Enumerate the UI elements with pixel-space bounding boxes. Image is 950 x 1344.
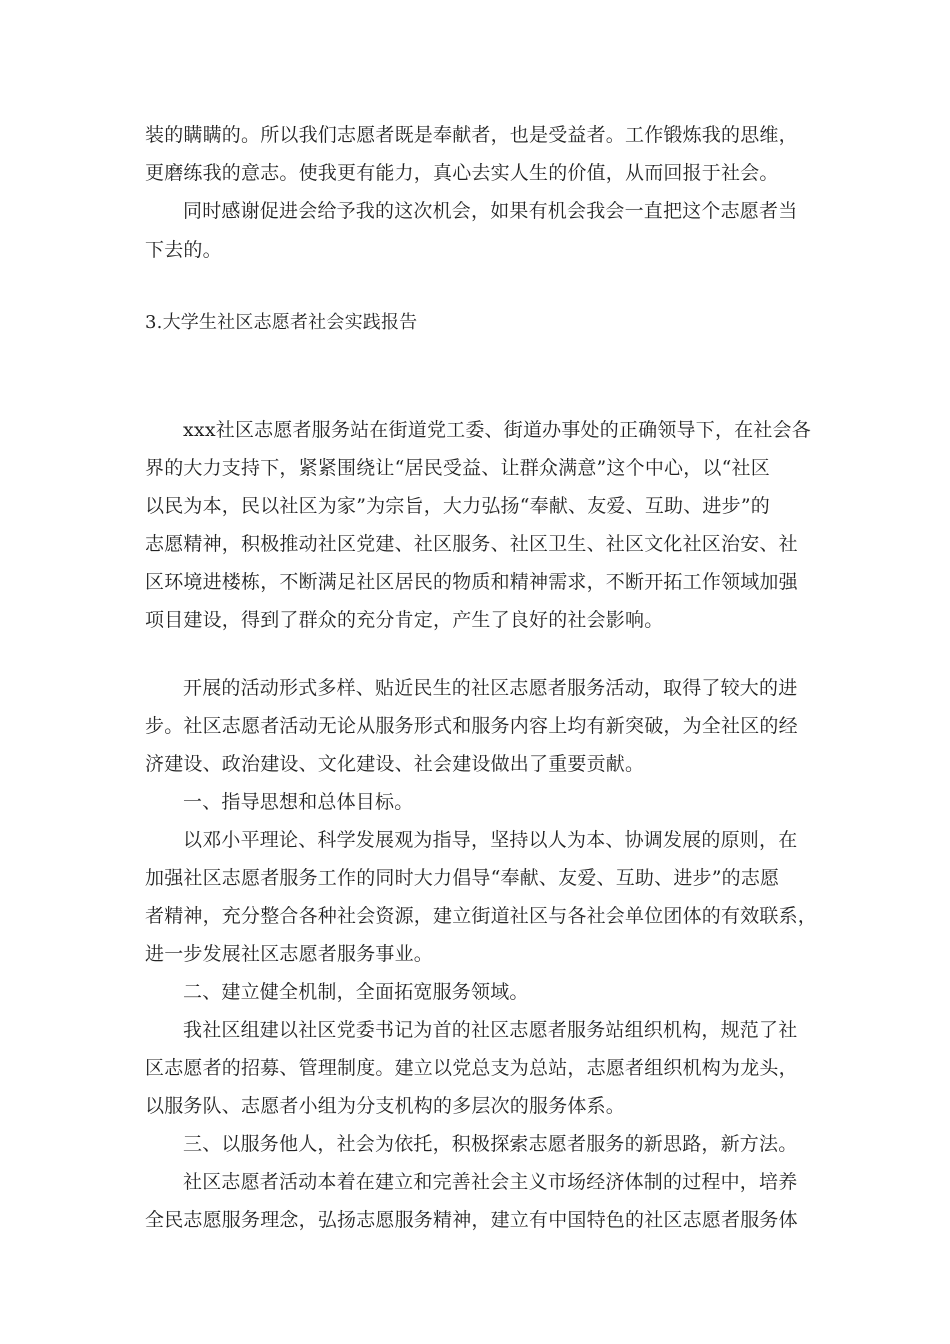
subheading: 二、建立健全机制，全面拓宽服务领域。	[183, 981, 529, 1003]
text-line: 装的瞒瞒的。所以我们志愿者既是奉献者，也是受益者。工作锻炼我的思维，	[145, 124, 798, 146]
text-line: 我社区组建以社区党委书记为首的社区志愿者服务站组织机构，规范了社	[183, 1019, 798, 1041]
text-line: 进一步发展社区志愿者服务事业。	[145, 943, 434, 965]
text-line: xxx社区志愿者服务站在街道党工委、街道办事处的正确领导下，在社会各	[183, 419, 811, 441]
text-line: 区志愿者的招募、管理制度。建立以党总支为总站，志愿者组织机构为龙头，	[145, 1057, 798, 1079]
text-line: 社区志愿者活动本着在建立和完善社会主义市场经济体制的过程中，培养	[183, 1171, 798, 1193]
text-line: 加强社区志愿者服务工作的同时大力倡导“奉献、友爱、互助、进步”的志愿	[145, 867, 780, 889]
text-line: 项目建设，得到了群众的充分肯定，产生了良好的社会影响。	[145, 609, 664, 631]
text-line: 开展的活动形式多样、贴近民生的社区志愿者服务活动，取得了较大的进	[183, 677, 798, 699]
text-line: 下去的。	[145, 239, 222, 261]
text-line: 更磨练我的意志。使我更有能力，真心去实人生的价值，从而回报于社会。	[145, 162, 779, 184]
text-line: 步。社区志愿者活动无论从服务形式和服务内容上均有新突破，为全社区的经	[145, 715, 798, 737]
text-line: 以服务队、志愿者小组为分支机构的多层次的服务体系。	[145, 1095, 626, 1117]
text-line: 区环境进楼栋，不断满足社区居民的物质和精神需求，不断开拓工作领域加强	[145, 571, 798, 593]
text-line: 以民为本，民以社区为家”为宗旨，大力弘扬“奉献、友爱、互助、进步”的	[145, 495, 770, 517]
subheading: 三、以服务他人，社会为依托，积极探索志愿者服务的新思路，新方法。	[183, 1133, 798, 1155]
text-line: 以邓小平理论、科学发展观为指导，坚持以人为本、协调发展的原则，在	[183, 829, 798, 851]
text-line: 同时感谢促进会给予我的这次机会，如果有机会我会一直把这个志愿者当	[183, 200, 798, 222]
section-title: 3.大学生社区志愿者社会实践报告	[145, 312, 418, 333]
text-line: 济建设、政治建设、文化建设、社会建设做出了重要贡献。	[145, 753, 645, 775]
text-line: 志愿精神，积极推动社区党建、社区服务、社区卫生、社区文化社区治安、社	[145, 533, 798, 555]
subheading: 一、指导思想和总体目标。	[183, 791, 414, 813]
text-line: 界的大力支持下，紧紧围绕让“居民受益、让群众满意”这个中心，以“社区	[145, 457, 770, 479]
text-line: 全民志愿服务理念，弘扬志愿服务精神，建立有中国特色的社区志愿者服务体	[145, 1209, 798, 1231]
text-line: 者精神，充分整合各种社会资源，建立街道社区与各社会单位团体的有效联系，	[145, 905, 818, 927]
